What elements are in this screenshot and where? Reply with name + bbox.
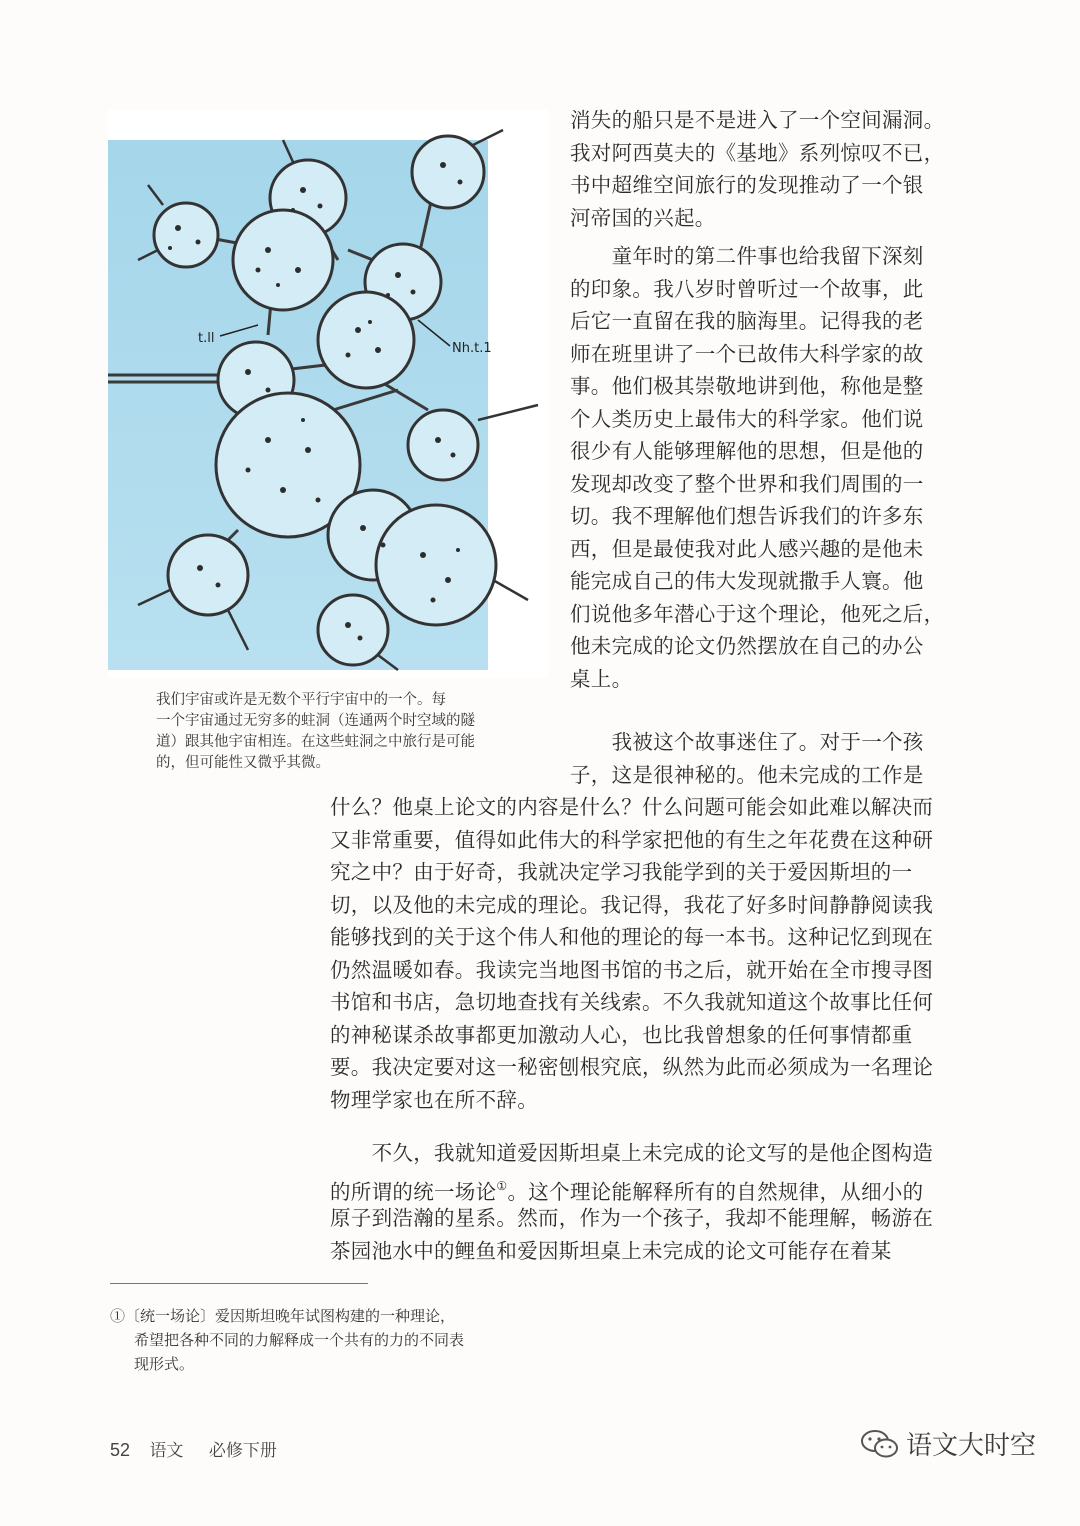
text-segment: 。这个理论能解释所有的自然规律，从细小的 xyxy=(507,1179,924,1204)
paragraph-4 xyxy=(330,1137,962,1267)
text-line: 发现却改变了整个世界和我们周围的一 xyxy=(570,471,924,496)
text-line: 茶园池水中的鲤鱼和爱因斯坦桌上未完成的论文可能存在着某 xyxy=(330,1238,892,1263)
wechat-icon xyxy=(860,1429,900,1459)
text-line: 的神秘谋杀故事都更加激动人心，也比我曾想象的任何事情都重 xyxy=(330,1022,913,1047)
caption-line: 一个宇宙通过无穷多的蛀洞（连通两个时空域的隧 xyxy=(156,713,475,729)
text-line: 童年时的第二件事也给我留下深刻 xyxy=(570,244,924,268)
text-line: 仍然温暖如春。我读完当地图书馆的书之后，就开始在全市搜寻图 xyxy=(330,957,934,982)
caption-line: 我们宇宙或许是无数个平行宇宙中的一个。每 xyxy=(156,692,446,708)
footnote-divider xyxy=(110,1283,368,1284)
text-line-with-footnote xyxy=(330,1170,962,1203)
footnote xyxy=(110,1304,530,1376)
text-segment: 的所谓的统一场论 xyxy=(330,1179,497,1204)
text-line: 原子到浩瀚的星系。然而，作为一个孩子，我却不能理解，畅游在 xyxy=(330,1206,934,1230)
text-line: 又非常重要，值得如此伟大的科学家把他的有生之年花费在这种研 xyxy=(330,827,934,852)
footnote-marker[interactable]: ① xyxy=(496,1178,508,1193)
text-line: 书中超维空间旅行的发现推动了一个银 xyxy=(570,173,924,197)
text-line: 河帝国的兴起。 xyxy=(570,205,716,230)
text-line: 切，以及他的未完成的理论。我记得，我花了好多时间静静阅读我 xyxy=(330,892,934,917)
watermark-text: 语文大时空 xyxy=(906,1431,1037,1461)
text-line: 子，这是很神秘的。他未完成的工作是 xyxy=(570,762,924,787)
book-title: 语文 xyxy=(149,1441,184,1461)
text-line: 我对阿西莫夫的《基地》系列惊叹不已， xyxy=(570,140,945,165)
paragraph-3-start xyxy=(570,726,962,791)
text-line: 师在班里讲了一个已故伟大科学家的故 xyxy=(570,341,924,366)
caption-line: 的，但可能性又微乎其微。 xyxy=(156,755,330,771)
text-line: 我被这个故事迷住了。对于一个孩 xyxy=(570,730,924,754)
figure-caption xyxy=(156,690,524,774)
caption-line: 道）跟其他宇宙相连。在这些蛀洞之中旅行是可能 xyxy=(156,734,475,750)
paragraph-3-continued xyxy=(330,791,962,1116)
text-line: 的印象。我八岁时曾听过一个故事，此 xyxy=(570,276,924,301)
page-number: 52 xyxy=(110,1440,131,1460)
paragraph-1 xyxy=(570,104,962,234)
figure-label-left: t.ll xyxy=(198,331,215,346)
figure-label-right: Nh.t.1 xyxy=(452,341,492,356)
paragraph-2 xyxy=(570,240,962,695)
page-footer xyxy=(110,1436,277,1461)
universe-wormhole-figure xyxy=(108,110,548,678)
text-line: 什么？他桌上论文的内容是什么？什么问题可能会如此难以解决而 xyxy=(330,795,934,819)
text-line: 不久，我就知道爱因斯坦桌上未完成的论文写的是他企图构造 xyxy=(330,1141,934,1165)
wechat-watermark xyxy=(860,1425,1036,1462)
text-line: 很少有人能够理解他的思想，但是他的 xyxy=(570,439,924,463)
text-line: 西，但是最使我对此人感兴趣的是他未 xyxy=(570,536,924,561)
text-line: 后它一直留在我的脑海里。记得我的老 xyxy=(570,309,924,333)
text-line: 们说他多年潜心于这个理论，他死之后， xyxy=(570,601,945,626)
text-line: 切。我不理解他们想告诉我们的许多东 xyxy=(570,504,924,528)
text-line: 能完成自己的伟大发现就撒手人寰。他 xyxy=(570,569,924,593)
text-line: 桌上。 xyxy=(570,666,633,691)
footnote-line: ①〔统一场论〕爱因斯坦晚年试图构建的一种理论， xyxy=(110,1307,456,1325)
text-line: 个人类历史上最伟大的科学家。他们说 xyxy=(570,406,924,431)
text-line: 物理学家也在所不辞。 xyxy=(330,1087,538,1112)
text-line: 究之中？由于好奇，我就决定学习我能学到的关于爱因斯坦的一 xyxy=(330,860,913,884)
text-line: 要。我决定要对这一秘密刨根究底，纵然为此而必须成为一名理论 xyxy=(330,1055,934,1079)
text-line: 能够找到的关于这个伟人和他的理论的每一本书。这种记忆到现在 xyxy=(330,925,934,949)
text-line: 他未完成的论文仍然摆放在自己的办公 xyxy=(570,634,924,658)
text-line: 事。他们极其崇敬地讲到他，称他是整 xyxy=(570,374,924,398)
text-line: 消失的船只是不是进入了一个空间漏洞。 xyxy=(570,108,945,132)
book-volume: 必修下册 xyxy=(208,1441,277,1461)
text-line: 书馆和书店，急切地查找有关线索。不久我就知道这个故事比任何 xyxy=(330,990,934,1014)
footnote-line: 希望把各种不同的力解释成一个共有的力的不同表 xyxy=(134,1331,465,1349)
footnote-line: 现形式。 xyxy=(134,1355,195,1373)
